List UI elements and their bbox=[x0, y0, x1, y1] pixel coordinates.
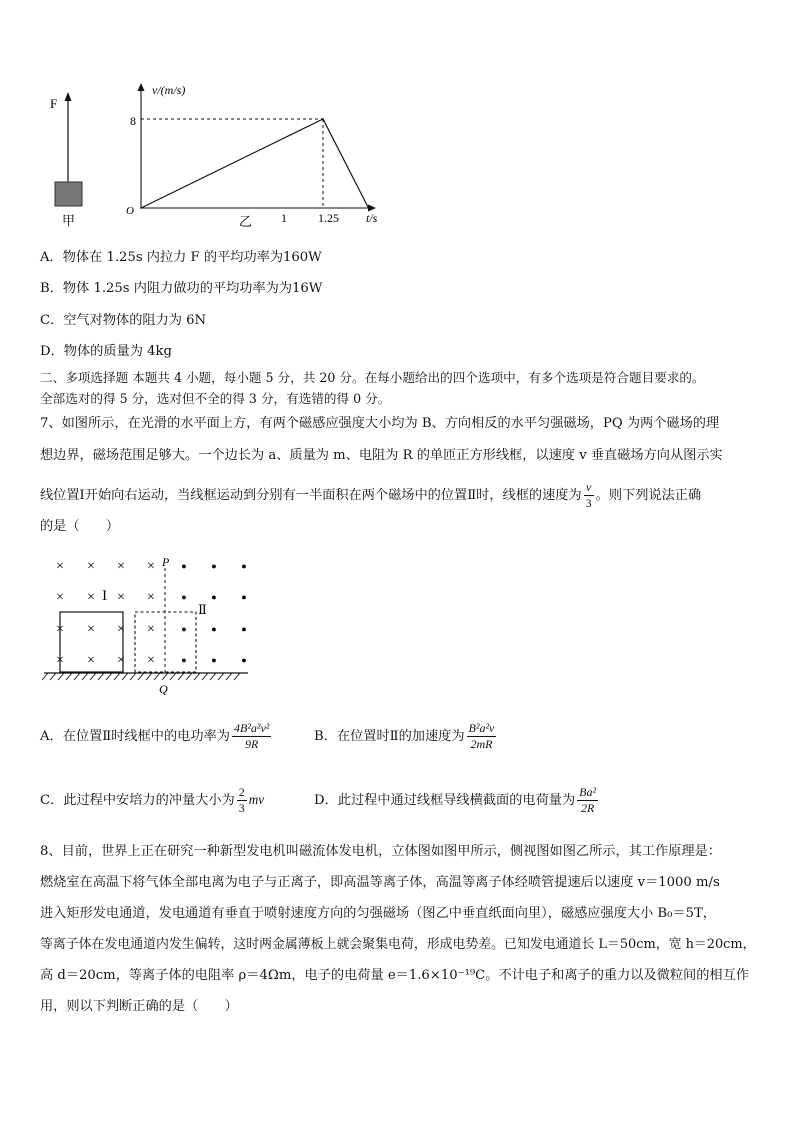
hatch-mark-13 bbox=[146, 673, 152, 680]
field-cross-0-1: × bbox=[87, 559, 95, 574]
field-cross-2-1: × bbox=[87, 622, 95, 637]
section2-heading-line2: 全部选对的得 5 分，选对但不全的得 3 分，有选错的得 0 分。 bbox=[40, 391, 391, 406]
q7-option-d bbox=[314, 785, 600, 816]
hatch-mark-22 bbox=[218, 673, 224, 680]
hatch-mark-15 bbox=[162, 673, 168, 680]
vt-point-1 bbox=[322, 118, 324, 120]
hatch-mark-16 bbox=[170, 673, 176, 680]
origin-label: O bbox=[126, 205, 134, 217]
field-cross-3-0: × bbox=[56, 653, 64, 668]
ground-hatch bbox=[42, 673, 240, 680]
q7-option-c-text: C．此过程中安培力的冲量大小为 bbox=[40, 793, 235, 808]
q8-line2: 燃烧室在高温下将气体全部电离为电子与正离子，即高温等离子体，高温等离子体经喷管提速后以速度 v＝1000 m/s bbox=[40, 875, 720, 890]
q6-option-a: A．物体在 1.25s 内拉力 F 的平均功率为160W bbox=[40, 250, 322, 265]
field-cross-2-0: × bbox=[56, 622, 64, 637]
q7-option-c bbox=[40, 785, 264, 816]
hatch-mark-18 bbox=[186, 673, 192, 680]
figure-force-and-vt-graph bbox=[40, 80, 400, 230]
x-tick-label-2: 1.25 bbox=[318, 211, 339, 225]
y-axis-label: v/(m/s) bbox=[152, 83, 186, 97]
hatch-mark-20 bbox=[202, 673, 208, 680]
hatch-mark-4 bbox=[74, 673, 80, 680]
q7-option-d-fraction bbox=[577, 785, 598, 816]
hatch-mark-3 bbox=[66, 673, 72, 680]
vt-graph-marks bbox=[140, 118, 369, 209]
x-tick-label-1: 1 bbox=[281, 211, 287, 225]
field-dot-3-0: ● bbox=[181, 655, 187, 665]
hatch-mark-6 bbox=[90, 673, 96, 680]
hatch-mark-10 bbox=[122, 673, 128, 680]
x-axis-label: t/s bbox=[366, 211, 378, 225]
field-cross-1-2: × bbox=[117, 590, 125, 605]
p-label: P bbox=[162, 555, 170, 569]
block bbox=[55, 182, 82, 206]
position-1-label: Ⅰ bbox=[102, 588, 108, 603]
q-label: Q bbox=[159, 682, 168, 696]
q7-velocity-fraction bbox=[584, 480, 594, 511]
field-cross-1-0: × bbox=[56, 590, 64, 605]
field-dot-0-0: ● bbox=[181, 561, 187, 571]
q7-option-a-fraction bbox=[232, 721, 271, 752]
field-dot-2-1: ● bbox=[211, 624, 217, 634]
field-dot-1-1: ● bbox=[211, 592, 217, 602]
field-dot-0-1: ● bbox=[211, 561, 217, 571]
hatch-mark-7 bbox=[98, 673, 104, 680]
q7-option-b-num: B²a²v bbox=[468, 721, 495, 735]
hatch-mark-21 bbox=[210, 673, 216, 680]
q7-line3 bbox=[40, 480, 701, 511]
field-dot-3-2: ● bbox=[241, 655, 247, 665]
q7-line3-end: 。则下列说法正确 bbox=[595, 488, 702, 503]
q7-option-c-fraction bbox=[237, 785, 247, 816]
field-dot-0-2: ● bbox=[241, 561, 247, 571]
q7-option-c-num: 2 bbox=[238, 785, 245, 799]
hatch-mark-11 bbox=[130, 673, 136, 680]
q7-option-d-num: Ba² bbox=[579, 785, 597, 799]
hatch-mark-9 bbox=[114, 673, 120, 680]
hatch-mark-19 bbox=[194, 673, 200, 680]
vt-point-0 bbox=[140, 207, 142, 209]
q7-line4: 的是（ ） bbox=[40, 519, 120, 534]
hatch-mark-2 bbox=[58, 673, 64, 680]
q7-option-c-den: 3 bbox=[238, 801, 245, 815]
q6-option-b: B．物体 1.25s 内阻力做功的平均功率为为16W bbox=[40, 281, 323, 296]
hatch-mark-5 bbox=[82, 673, 88, 680]
q7-frac-den: 3 bbox=[585, 496, 592, 510]
field-dot-3-1: ● bbox=[211, 655, 217, 665]
q7-option-b-text: B．在位置时Ⅱ的加速度为 bbox=[314, 729, 465, 744]
q6-option-c: C．空气对物体的阻力为 6N bbox=[40, 313, 207, 328]
q7-option-d-text: D．此过程中通过线框导线横截面的电荷量为 bbox=[314, 793, 576, 808]
hatch-mark-17 bbox=[178, 673, 184, 680]
q7-option-b bbox=[314, 721, 498, 752]
q6-option-d: D．物体的质量为 4kg bbox=[40, 344, 172, 359]
field-dot-1-0: ● bbox=[181, 592, 187, 602]
field-cross-3-3: × bbox=[147, 653, 155, 668]
field-dot-1-2: ● bbox=[241, 592, 247, 602]
position-2-label: Ⅱ bbox=[198, 602, 207, 617]
field-cross-1-3: × bbox=[147, 590, 155, 605]
jia-label: 甲 bbox=[62, 213, 76, 228]
field-cross-0-3: × bbox=[147, 559, 155, 574]
q7-option-b-den: 2mR bbox=[470, 737, 493, 751]
figure-magnetic-field bbox=[40, 550, 270, 700]
q7-option-a-den: 9R bbox=[244, 737, 259, 751]
q7-option-a-num: 4B²a²v² bbox=[233, 721, 270, 735]
hatch-mark-12 bbox=[138, 673, 144, 680]
q8-line3: 进入矩形发电通道，发电通道有垂直于喷射速度方向的匀强磁场（图乙中垂直纸面向里），磁感应强度大小 B₀＝5T， bbox=[40, 906, 716, 921]
q7-frac-num: v bbox=[584, 480, 594, 496]
q7-option-a bbox=[40, 721, 273, 752]
yi-label: 乙 bbox=[239, 214, 253, 229]
field-cross-2-2: × bbox=[117, 622, 125, 637]
q7-option-d-den: 2R bbox=[580, 801, 595, 815]
q7-line3-text: 线位置Ⅰ开始向右运动，当线框运动到分别有一半面积在两个磁场中的位置Ⅱ时，线框的速度为 bbox=[40, 488, 582, 503]
hatch-mark-8 bbox=[106, 673, 112, 680]
field-dot-2-2: ● bbox=[241, 624, 247, 634]
force-label: F bbox=[50, 96, 58, 111]
hatch-mark-24 bbox=[234, 673, 240, 680]
vt-point-2 bbox=[368, 207, 370, 209]
field-cross-1-1: × bbox=[87, 590, 95, 605]
q7-option-c-tail: mv bbox=[248, 792, 265, 807]
q7-line2: 想边界，磁场范围足够大。一个边长为 a、质量为 m、电阻为 R 的单匝正方形线框，以速度 v 垂直磁场方向从图示实 bbox=[40, 448, 723, 463]
hatch-mark-23 bbox=[226, 673, 232, 680]
section2-heading-line1: 二、多项选择题 本题共 4 小题，每小题 5 分，共 20 分。在每小题给出的四个选项中，有多个选项是符合题目要求的。 bbox=[40, 370, 705, 385]
q7-option-a-text: A．在位置Ⅱ时线框中的电功率为 bbox=[40, 729, 230, 744]
hatch-mark-1 bbox=[50, 673, 56, 680]
y-axis-arrow bbox=[138, 83, 145, 91]
field-cross-0-2: × bbox=[117, 559, 125, 574]
q8-line6: 用，则以下判断正确的是（ ） bbox=[40, 999, 238, 1014]
q8-line5: 高 d＝20cm，等离子体的电阻率 ρ＝4Ωm，电子的电荷量 e＝1.6×10⁻¹⁹C。不计电子和离子的重力以及微粒间的相互作 bbox=[40, 968, 749, 983]
field-cross-2-3: × bbox=[147, 622, 155, 637]
field-dot-2-0: ● bbox=[181, 624, 187, 634]
q7-option-b-fraction bbox=[467, 721, 497, 752]
hatch-mark-14 bbox=[154, 673, 160, 680]
vt-series-line bbox=[141, 119, 369, 208]
q7-line1: 7、如图所示，在光滑的水平面上方，有两个磁感应强度大小均为 B、方向相反的水平匀强磁场，PQ 为两个磁场的理 bbox=[40, 416, 720, 431]
q8-line4: 等离子体在发电通道内发生偏转，这时两金属薄板上就会聚集电荷，形成电势差。已知发电通道长 L＝50cm，宽 h＝20cm， bbox=[40, 937, 756, 952]
field-cross-3-2: × bbox=[117, 653, 125, 668]
q8-line1: 8、目前，世界上正在研究一种新型发电机叫磁流体发电机，立体图如图甲所示，侧视图如图乙所示，其工作原理是： bbox=[40, 844, 721, 859]
force-arrow-head bbox=[65, 92, 72, 101]
field-marks bbox=[56, 559, 247, 668]
hatch-mark-0 bbox=[42, 673, 48, 680]
field-cross-0-0: × bbox=[56, 559, 64, 574]
y-tick-label: 8 bbox=[130, 114, 136, 128]
field-cross-3-1: × bbox=[87, 653, 95, 668]
